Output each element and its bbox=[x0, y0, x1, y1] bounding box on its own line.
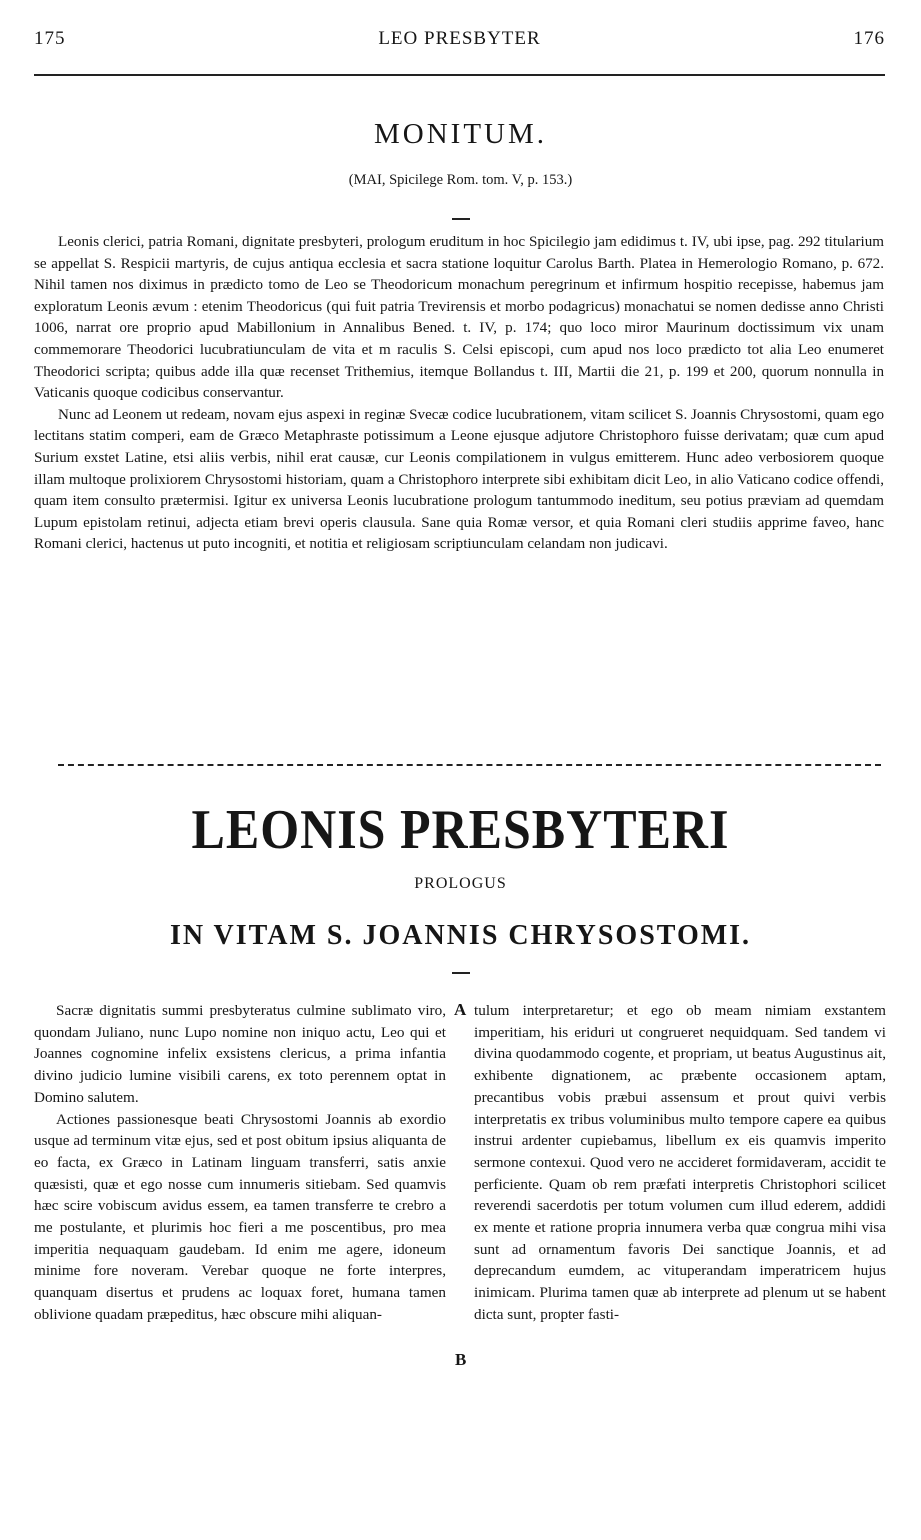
title-dash bbox=[452, 972, 470, 974]
column-paragraph: Sacræ dignitatis summi presbyteratus culmine sublimato viro, quondam Juliano, nunc Lupo nomine non iniquo actu, Leo qui et Joannes cognomine infelix exsistens clericus, a prima infantia divino judicio lumine visibili carens, ex toto perennem optat in Domino salutem. bbox=[34, 1002, 446, 1106]
column-paragraph: tulum interpretaretur; et ego ob meam nimiam exstantem imperitiam, his eriduri ut congrueret nequidquam. Sed tandem vi divina quodammodo cogente, et propriam, ut beatus Augustinus ait, exhibente dignationem, ac præbente occasionem aptam, precantibus vobis præbui assensum et prout quivi verbis interpretatis ex tribus voluminibus multo tempore capere ea quibus instrui ardenter cupiebamus, libellum ex eis quamvis imperito sermone contexui. Quod vero ne accideret formidaveram, accidit te perficiente. Quam ob rem præfati interpretis Christophori scilicet reverendi sacerdotis per totum volumen cum illud ederem, addidi ex mente et ratione propria innumera verba quæ congrua mihi visa sunt ad ornamentum favoris Dei sanctique Joannis, et ad deprecandum eumdem, ac vituperandam imperatricem hujus inimicam. Plurima tamen quæ ab interprete ad plenum ut se habent dicta sunt, propter fasti- bbox=[474, 1002, 886, 1323]
section-dash bbox=[452, 218, 470, 220]
margin-marker-a: A bbox=[454, 1000, 467, 1019]
margin-marker-b: B bbox=[455, 1350, 467, 1369]
running-head-title: LEO PRESBYTER bbox=[378, 28, 541, 49]
prologus-heading: PROLOGUS bbox=[414, 875, 507, 892]
page-number-right: 176 bbox=[853, 28, 885, 49]
column-paragraph: Actiones passionesque beati Chrysostomi Joannis ab exordio usque ad terminum vitæ ejus, sed et post obitum ipsius aliquanta de eo facta, ex Græco in Latinam linguam transferri, satis anxie quæsisti, quæ et ego nosse cum innumeris sitiebam. Sed quamvis hæc scire vobiscum avidus essem, ea tamen transferre te crebro a me postulante, et plurimis hoc fieri a me poscentibus, pro mea imperitia nequaquam gaudebam. Id enim me agere, idoneum minime fore noveram. Verebar quoque ne forte interpres, quanquam disertus et prudens ac loquax foret, humana tamen oblivione quadam præpeditus, hæc obscure mihi aliquan- bbox=[34, 1110, 446, 1323]
section-divider bbox=[58, 764, 881, 766]
monitum-paragraph: Leonis clerici, patria Romani, dignitate presbyteri, prologum eruditum in hoc Spicilegio jam edidimus t. IV, ubi ipse, pag. 292 titularium se appellat S. Respicii martyris, de cujus antiqua ecclesia et sacra statione loquitur Carolus Barth. Platea in Hemerologio Romano, p. 672. Nihil tamen nos diximus in prædicto tomo de Leo se Theodoricum monachum peregrinum et infirmum hospitio recepisse, habemus jam exploratum Leonis ævum : etenim Theodoricus (qui fuit patria Trevirensis et morbo podagricus) monachatui se nomen dedisse anno Christi 1006, narrat ore proprio apud Mabillonium in Annalibus Bened. t. IV, p. 174; quo loco miror Maurinum doctissimum vix unam commemorare Theodorici lucubratiunculam de vita et m raculis S. Celsi episcopi, cum apud nos loco prædicto tot alia Leo enumeret Theodorici scripta; quibus adde illa quæ recenset Trithemius, itemque Bollandus t. III, Martii die 21, p. 199 et 200, quorum nonnulla in Vaticanis quoque codicibus conservantur. bbox=[34, 234, 884, 402]
monitum-title: MONITUM. bbox=[373, 118, 548, 150]
running-head bbox=[34, 28, 885, 52]
main-title: LEONIS PRESBYTERI bbox=[191, 797, 730, 861]
text-column-right bbox=[474, 1000, 886, 1326]
monitum-body bbox=[34, 232, 884, 556]
header-rule bbox=[34, 74, 885, 76]
text-column-left bbox=[34, 1000, 446, 1326]
page-number-left: 175 bbox=[34, 28, 66, 49]
subtitle-heading: IN VITAM S. JOANNIS CHRYSOSTOMI. bbox=[169, 920, 752, 951]
monitum-paragraph: Nunc ad Leonem ut redeam, novam ejus aspexi in reginæ Svecæ codice lucubrationem, vitam scilicet S. Joannis Chrysostomi, quam ego lectitans statim comperi, eam de Græco Metaphraste potissimum a Leone ejusque adjutore Christophoro fuisse derivatam; quæ cum apud Surium exstet Latine, etsi aliis verbis, nihil erat causæ, cur Leonis compilationem in vulgus emitterem. Hunc adeo verbosiorem quoque illam multoque prolixiorem Chrysostomi historiam, quam a Christophoro interprete sibi exhibitam dicit Leo, in alio Vaticano codice offendi, quam item consulto prætermisi. Igitur ex universa Leonis lucubratione prologum tantummodo ineditum, seu potius præviam ad quemdam Lupum epistolam retinui, adjecta etiam brevi operis clausula. Sane quia Romæ versor, et quia Romani cleri studiis apprime faveo, hanc Romani clerici, hactenus ut puto incogniti, et notitia et religiosam scriptiunculam celandam non judicavi. bbox=[34, 406, 884, 553]
monitum-source: (MAI, Spicilege Rom. tom. V, p. 153.) bbox=[348, 172, 573, 188]
